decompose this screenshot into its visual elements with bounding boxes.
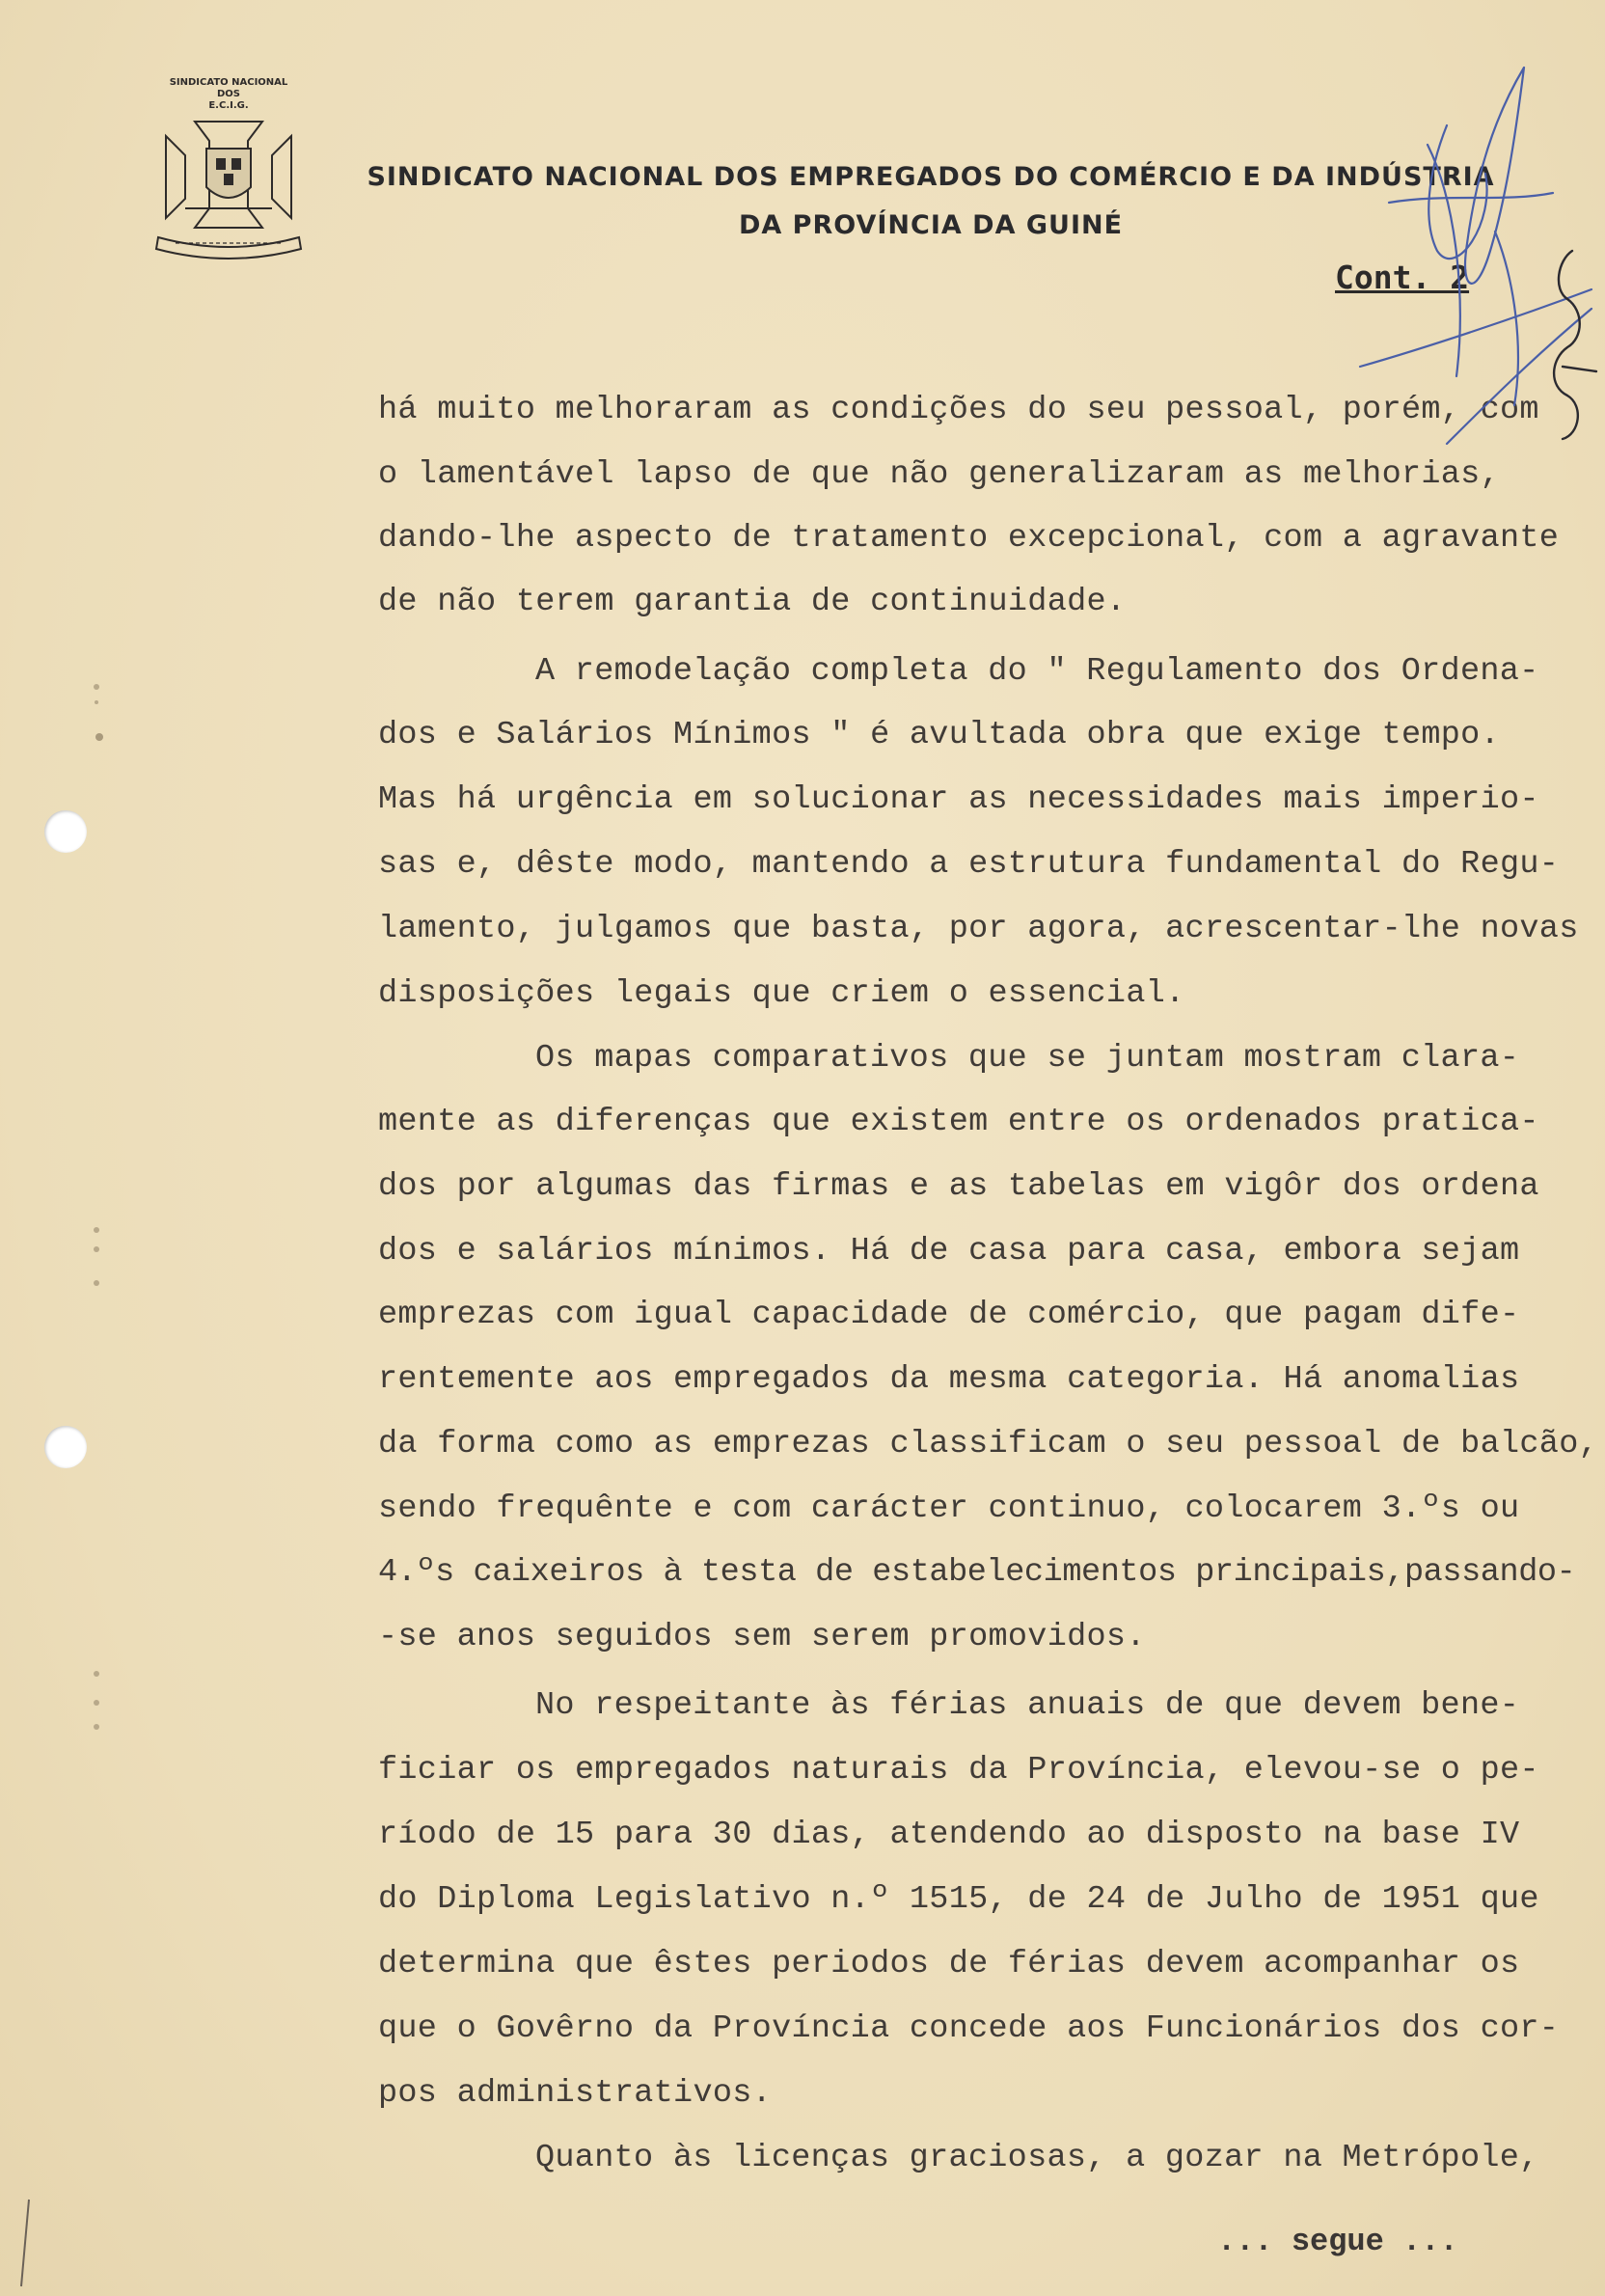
text-line: lamento, julgamos que basta, por agora, acrescentar-lhe novas (378, 911, 1579, 947)
text-line: pos administrativos. (378, 2075, 773, 2112)
text-line: emprezas com igual capacidade de comércio, que pagam dife- (378, 1297, 1520, 1333)
text-line: o lamentável lapso de que não generalizaram as melhorias, (378, 456, 1500, 493)
emblem-text-1: SINDICATO NACIONAL (169, 77, 288, 88)
text-line: dos por algumas das firmas e as tabelas em vigôr dos ordena (378, 1168, 1539, 1205)
text-line: Quanto às licenças graciosas, a gozar na Metrópole, (535, 2140, 1539, 2176)
emblem-text-2: DOS (216, 89, 240, 99)
text-line: do Diploma Legislativo n.º 1515, de 24 de Julho de 1951 que (378, 1881, 1539, 1918)
page-marker: Cont. 2 (1335, 259, 1470, 296)
text-line: ríodo de 15 para 30 dias, atendendo ao disposto na base IV (378, 1817, 1520, 1853)
text-line: A remodelação completa do " Regulamento dos Ordena- (535, 653, 1539, 690)
union-emblem (147, 64, 311, 261)
text-line: há muito melhoraram as condições do seu pessoal, porém, com (378, 392, 1539, 428)
text-line: Mas há urgência em solucionar as necessidades mais imperio- (378, 781, 1539, 818)
margin-marks (0, 0, 193, 2296)
text-line: dos e salários mínimos. Há de casa para casa, embora sejam (378, 1233, 1520, 1270)
text-line: que o Govêrno da Província concede aos Funcionários dos cor- (378, 2010, 1560, 2047)
text-line: 4.ºs caixeiros à testa de estabelecimentos principais,passando- (378, 1554, 1576, 1591)
organization-name-line-2: DA PROVÍNCIA DA GUINÉ (738, 210, 1124, 240)
text-line: da forma como as emprezas classificam o seu pessoal de balcão, (378, 1426, 1599, 1462)
text-line: Os mapas comparativos que se juntam mostram clara- (535, 1040, 1520, 1077)
emblem-shield-icon (147, 64, 311, 261)
text-line: dando-lhe aspecto de tratamento excepcional, com a agravante (378, 520, 1560, 557)
continuation-note: ... segue ... (1217, 2224, 1458, 2259)
text-line: -se anos seguidos sem serem promovidos. (378, 1619, 1146, 1655)
text-line: sendo frequênte e com carácter continuo, colocarem 3.ºs ou (378, 1490, 1520, 1527)
text-line: mente as diferenças que existem entre os ordenados pratica- (378, 1104, 1539, 1140)
text-line: disposições legais que criem o essencial. (378, 975, 1185, 1012)
organization-name-line-1: SINDICATO NACIONAL DOS EMPREGADOS DO COMÉRCIO E DA INDÚSTRIA (367, 162, 1495, 192)
text-line: No respeitante às férias anuais de que devem bene- (535, 1687, 1520, 1724)
text-line: determina que êstes periodos de férias devem acompanhar os (378, 1946, 1520, 1982)
emblem-text-3: E.C.I.G. (208, 100, 249, 111)
text-line: sas e, dêste modo, mantendo a estrutura fundamental do Regu- (378, 846, 1560, 883)
text-line: ficiar os empregados naturais da Província, elevou-se o pe- (378, 1752, 1539, 1789)
handwritten-signature (1331, 58, 1601, 560)
text-line: dos e Salários Mínimos " é avultada obra que exige tempo. (378, 717, 1500, 753)
text-line: de não terem garantia de continuidade. (378, 584, 1127, 620)
text-line: rentemente aos empregados da mesma categoria. Há anomalias (378, 1361, 1520, 1398)
